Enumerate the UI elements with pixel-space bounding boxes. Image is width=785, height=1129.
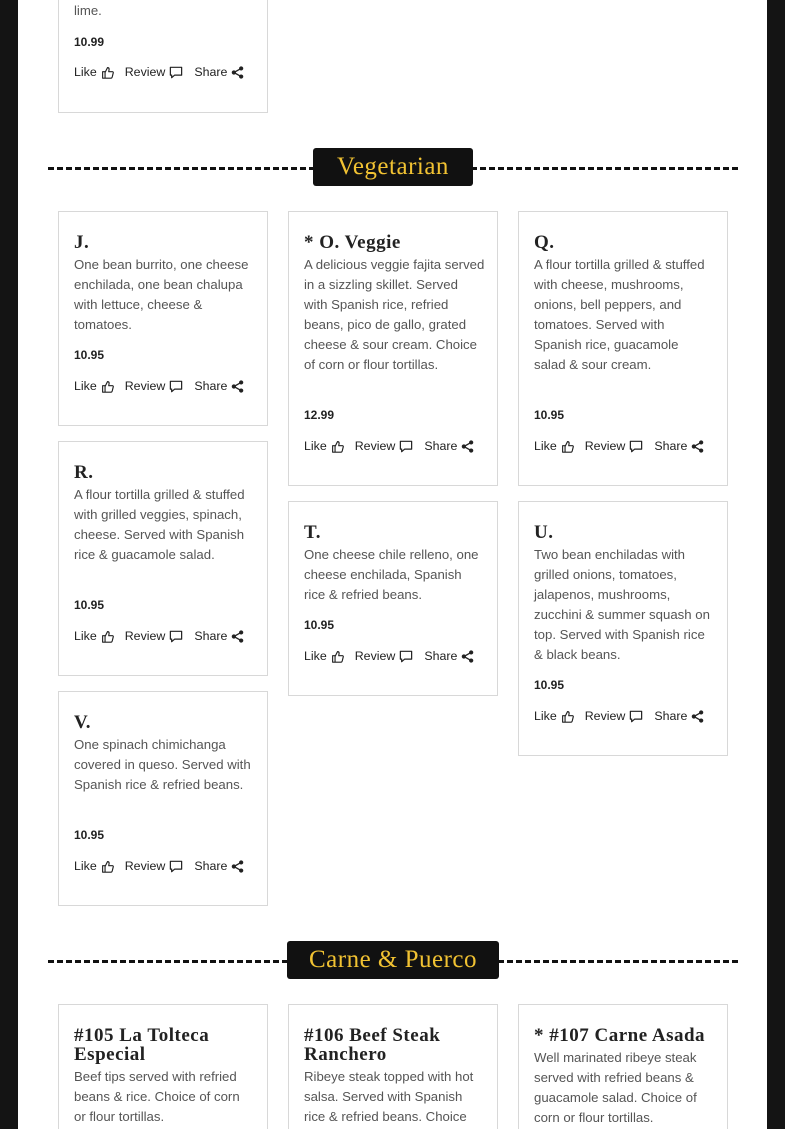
like-button[interactable] [74,858,114,874]
item-price: 10.99 [74,35,105,49]
thumbs-up-icon [101,630,114,643]
menu-item-card [518,501,728,756]
thumbs-up-icon [331,440,344,453]
share-icon [691,710,704,723]
item-description: Well marinated ribeye steak served with refried beans & guacamole salad. Choice of corn or flour tortillas. [534,1050,697,1125]
item-description: One bean burrito, one cheese enchilada, one bean chalupa with lettuce, cheese & tomatoes. [74,257,249,332]
review-label: Review [124,859,166,873]
item-price: 12.99 [304,408,335,422]
review-button[interactable] [125,378,184,394]
item-description: Ribeye steak topped with hot salsa. Served with Spanish rice & refried beans. Choice [304,1069,474,1124]
item-description: A delicious veggie fajita served in a sizzling skillet. Served with Spanish rice, refried beans, pico de gallo, grated cheese & sour cream. Choice of corn or flour tortillas. [304,257,485,372]
item-name: * #107 Carne Asada [534,1025,706,1046]
thumbs-up-icon [101,66,114,79]
review-label: Review [124,379,166,393]
item-name: Q. [534,232,555,253]
share-icon [461,650,474,663]
item-name: V. [74,712,92,733]
review-button[interactable] [585,708,644,724]
comment-icon [399,440,413,453]
item-description: A flour tortilla grilled & stuffed with grilled veggies, spinach, cheese. Served with Spanish rice & guacamole salad. [74,487,245,562]
comment-icon [629,710,643,723]
comment-icon [169,860,183,873]
share-label: Share [194,859,228,873]
like-button[interactable] [534,708,574,724]
review-button[interactable] [125,628,184,644]
review-button[interactable] [125,64,184,80]
menu-item-card [518,211,728,486]
item-name: #106 Beef Steak Ranchero [304,1025,441,1065]
share-button[interactable] [654,708,704,724]
item-price: 10.95 [534,678,565,692]
item-description: One spinach chimichanga covered in queso. Served with Spanish rice & refried beans. [74,737,251,792]
menu-item-card [288,211,498,486]
like-label: Like [74,379,97,393]
like-button[interactable] [74,628,114,644]
menu-page [18,0,767,1129]
review-label: Review [124,65,166,79]
menu-item-card [58,691,268,906]
review-label: Review [354,439,396,453]
item-name: #105 La Tolteca Especial [74,1025,210,1065]
like-button[interactable] [74,378,114,394]
like-button[interactable] [534,438,574,454]
like-label: Like [74,629,97,643]
thumbs-up-icon [561,440,574,453]
review-label: Review [584,439,626,453]
section-title: Vegetarian [313,148,473,186]
thumbs-up-icon [561,710,574,723]
like-button[interactable] [74,64,114,80]
item-actions [534,708,704,724]
item-name: T. [304,522,322,543]
share-icon [691,440,704,453]
share-button[interactable] [424,648,474,664]
share-label: Share [424,439,458,453]
item-actions [304,438,474,454]
item-price: 10.95 [74,348,105,362]
comment-icon [399,650,413,663]
review-button[interactable] [585,438,644,454]
share-label: Share [424,649,458,663]
item-price: 10.95 [74,828,105,842]
item-name: U. [534,522,554,543]
review-label: Review [354,649,396,663]
share-label: Share [654,439,688,453]
share-icon [461,440,474,453]
item-price: 10.95 [534,408,565,422]
share-button[interactable] [194,628,244,644]
review-button[interactable] [355,438,414,454]
share-button[interactable] [654,438,704,454]
like-label: Like [74,859,97,873]
item-actions [74,628,244,644]
like-button[interactable] [304,648,344,664]
like-button[interactable] [304,438,344,454]
share-button[interactable] [194,64,244,80]
like-label: Like [304,439,327,453]
review-button[interactable] [355,648,414,664]
review-button[interactable] [125,858,184,874]
item-description: One cheese chile relleno, one cheese enchilada, Spanish rice & refried beans. [304,547,479,602]
comment-icon [169,380,183,393]
item-description: Beef tips served with refried beans & rice. Choice of corn or flour tortillas. [74,1069,240,1124]
item-description: lime. [74,3,102,18]
menu-item-card [58,211,268,426]
menu-item-card [288,501,498,696]
section-title: Carne & Puerco [287,941,499,979]
item-actions [304,648,474,664]
item-actions [74,64,244,80]
share-label: Share [194,379,228,393]
thumbs-up-icon [331,650,344,663]
menu-item-card [288,1004,498,1129]
review-label: Review [584,709,626,723]
comment-icon [169,66,183,79]
comment-icon [169,630,183,643]
item-actions [74,858,244,874]
menu-item-card [58,0,268,113]
review-label: Review [124,629,166,643]
item-price: 10.95 [74,598,105,612]
share-label: Share [654,709,688,723]
item-description: Two bean enchiladas with grilled onions, tomatoes, jalapenos, mushrooms, zucchini & summer squash on top. Served with Spanish rice & black beans. [534,547,710,662]
item-name: J. [74,232,90,253]
share-icon [231,66,244,79]
item-actions [534,438,704,454]
thumbs-up-icon [101,860,114,873]
comment-icon [629,440,643,453]
menu-item-card [58,1004,268,1129]
item-description: A flour tortilla grilled & stuffed with cheese, mushrooms, onions, bell peppers, and tomatoes. Served with Spanish rice, guacamole salad & sour cream. [534,257,705,372]
item-name: R. [74,462,94,483]
share-button[interactable] [424,438,474,454]
item-actions [74,378,244,394]
item-price: 10.95 [304,618,335,632]
like-label: Like [534,709,557,723]
menu-item-card [518,1004,728,1129]
share-icon [231,860,244,873]
share-button[interactable] [194,858,244,874]
like-label: Like [304,649,327,663]
share-button[interactable] [194,378,244,394]
menu-item-card [58,441,268,676]
thumbs-up-icon [101,380,114,393]
like-label: Like [534,439,557,453]
share-label: Share [194,65,228,79]
share-label: Share [194,629,228,643]
share-icon [231,630,244,643]
item-name: * O. Veggie [304,232,401,253]
share-icon [231,380,244,393]
like-label: Like [74,65,97,79]
